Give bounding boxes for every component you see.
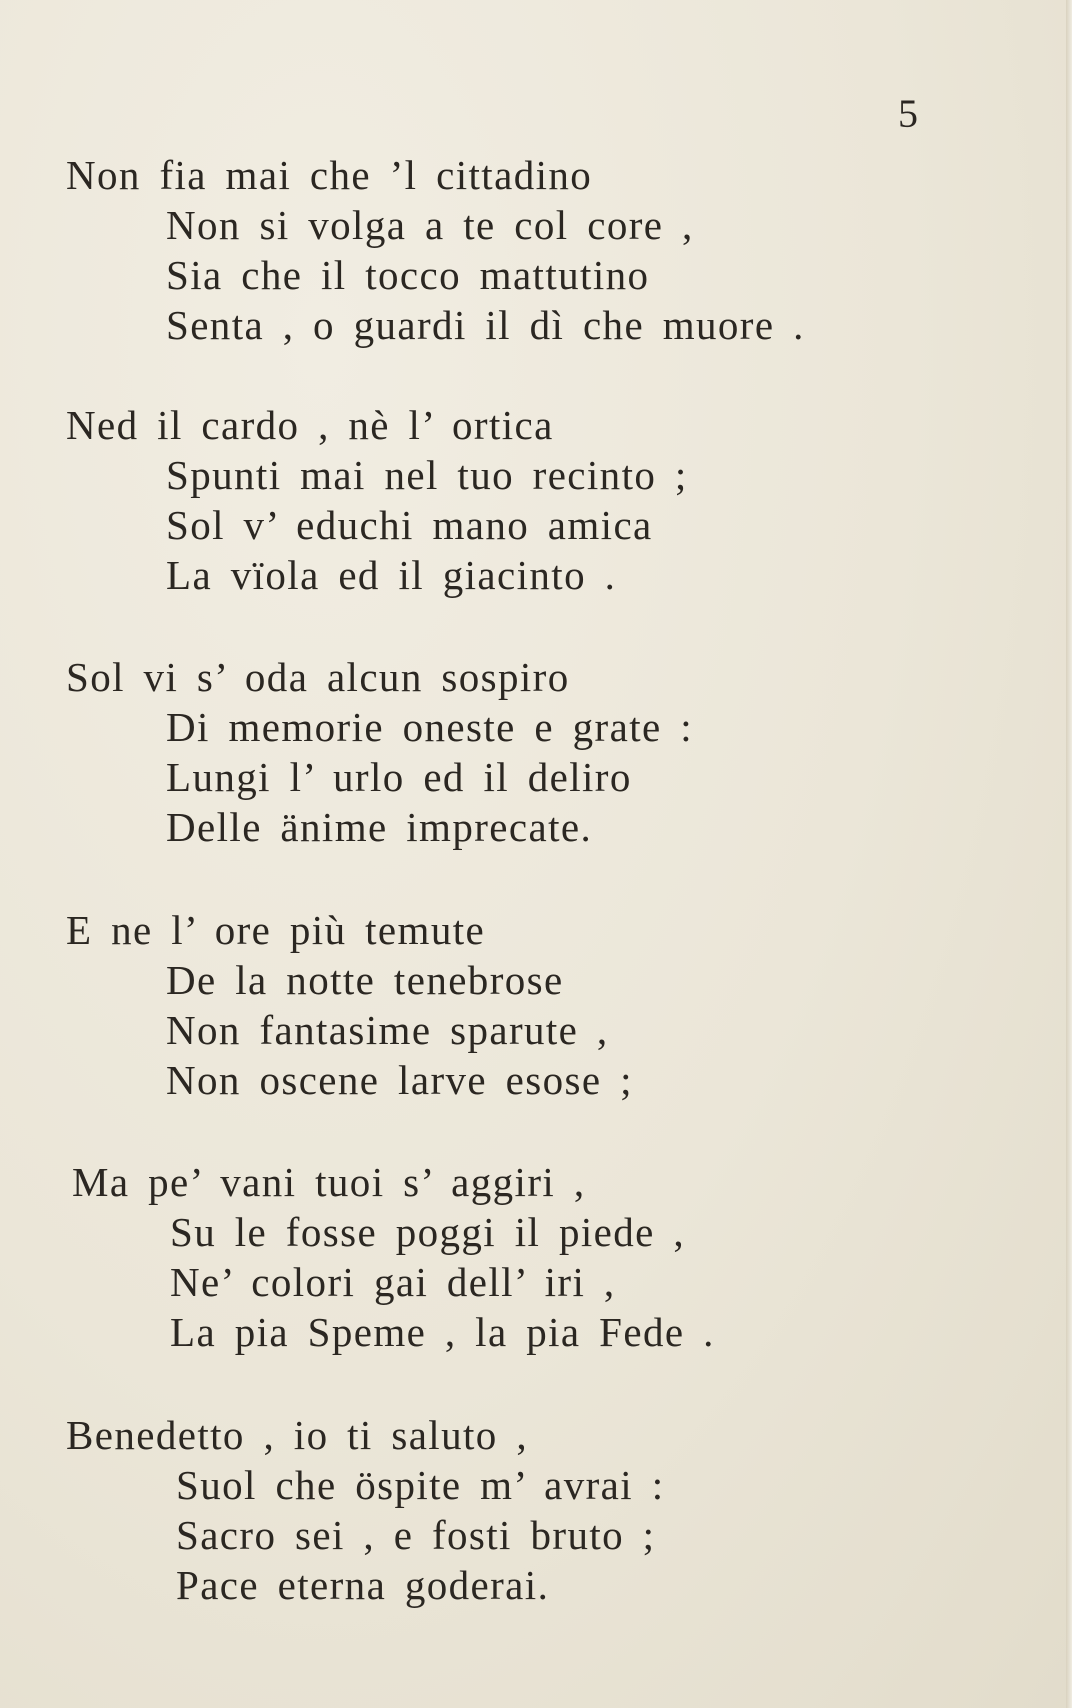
stanza-4	[0, 905, 1072, 1117]
verse-line: Non fantasime sparute ,	[166, 1007, 609, 1053]
verse-line: Pace eterna goderai.	[176, 1562, 550, 1608]
verse-line: Senta , o guardi il dì che muore .	[166, 302, 805, 348]
verse-line: Sol vi s’ oda alcun sospiro	[66, 654, 570, 700]
verse-line: Non si volga a te col core ,	[166, 202, 694, 248]
verse-line: Sol v’ educhi mano amica	[166, 502, 653, 548]
verse-line: Su le fosse poggi il piede ,	[170, 1209, 686, 1255]
stanza-6	[0, 1410, 1072, 1622]
verse-line: Suol che öspite m’ avrai :	[176, 1462, 665, 1508]
verse-line: Lungi l’ urlo ed il deliro	[166, 754, 632, 800]
stanza-1	[0, 150, 1072, 362]
page-number: 5	[898, 91, 918, 136]
verse-line: Sia che il tocco mattutino	[166, 252, 650, 298]
verse-line: La pia Speme , la pia Fede .	[170, 1309, 715, 1355]
stanza-2	[0, 400, 1072, 612]
verse-line: Ne’ colori gai dell’ iri ,	[170, 1259, 616, 1305]
verse-line: Benedetto , io ti saluto ,	[66, 1412, 528, 1458]
verse-line: Di memorie oneste e grate :	[166, 704, 694, 750]
verse-line: Non fia mai che ’l cittadino	[66, 152, 593, 198]
verse-line: Ned il cardo , nè l’ ortica	[66, 402, 554, 448]
stanza-5	[0, 1157, 1072, 1369]
verse-line: Sacro sei , e fosti bruto ;	[176, 1512, 656, 1558]
verse-line: Non oscene larve esose ;	[166, 1057, 633, 1103]
verse-line: De la notte tenebrose	[166, 957, 564, 1003]
verse-line: E ne l’ ore più temute	[66, 907, 486, 953]
verse-line: Ma pe’ vani tuoi s’ aggiri ,	[72, 1159, 586, 1205]
verse-line: Spunti mai nel tuo recinto ;	[166, 452, 688, 498]
verse-line: La vïola ed il giacinto .	[166, 552, 617, 598]
verse-line: Delle änime imprecate.	[166, 804, 593, 850]
stanza-3	[0, 652, 1072, 864]
